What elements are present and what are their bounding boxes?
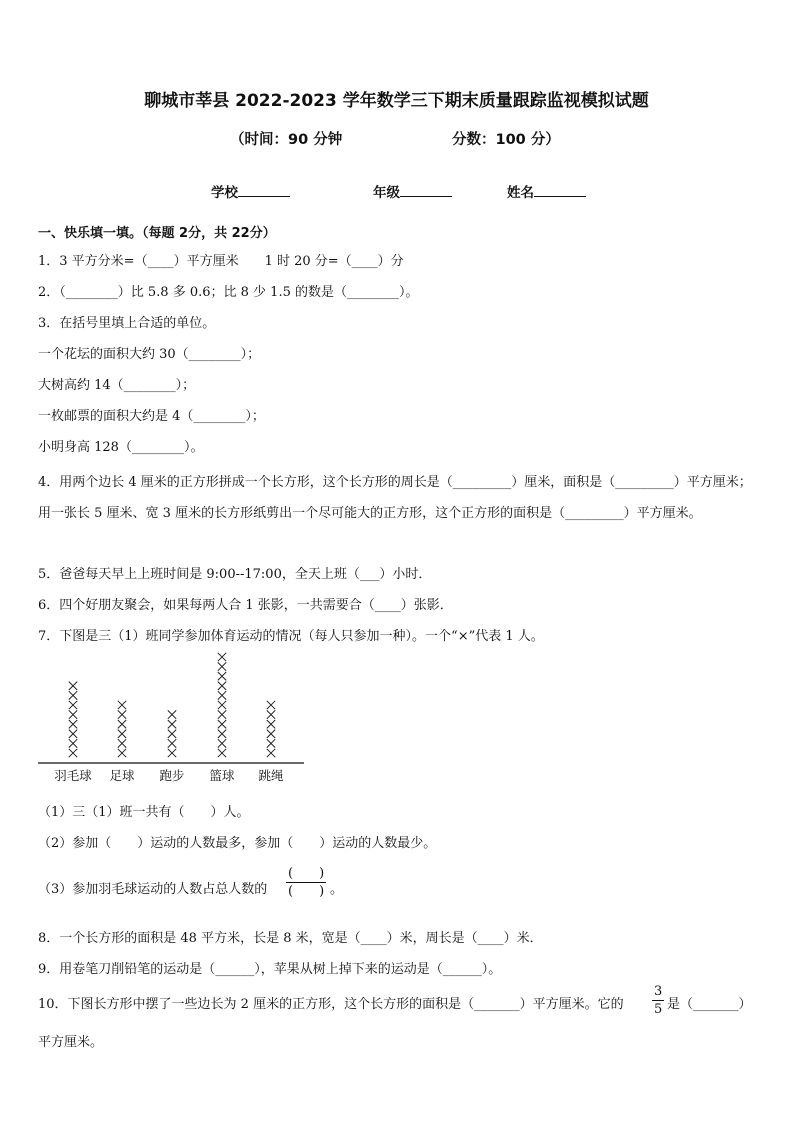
question-1: 1．3 平方分米=（____）平方厘米 1 时 20 分=（____）分 bbox=[38, 254, 404, 269]
cross-mark bbox=[267, 720, 275, 728]
question-2: 2．（________）比 5.8 多 0.6；比 8 少 1.5 的数是（________）。 bbox=[38, 285, 419, 300]
question-3c: 一枚邮票的面积大约是 4（________）； bbox=[38, 409, 265, 424]
question-3d: 小明身高 128（________）。 bbox=[38, 440, 204, 455]
cross-mark bbox=[267, 749, 275, 757]
q7-3-denominator[interactable]: ( ) bbox=[288, 884, 325, 899]
question-7-2: （2）参加（ ）运动的人数最多，参加（ ）运动的人数最少。 bbox=[38, 836, 437, 851]
question-8: 8．一个长方形的面积是 48 平方米，长是 8 米，宽是（____）米，周长是（____）米． bbox=[38, 931, 543, 946]
question-10: 10．下图长方形中摆了一些边长为 2 厘米的正方形，这个长方形的面积是（_______）平方厘米。它的 bbox=[38, 997, 624, 1012]
cross-mark bbox=[267, 730, 275, 738]
cross-mark bbox=[218, 691, 226, 699]
cross-mark bbox=[69, 739, 77, 747]
question-7-3-end: 。 bbox=[330, 882, 344, 897]
name-field[interactable] bbox=[507, 181, 586, 201]
q7-3-fraction bbox=[286, 865, 326, 900]
cross-mark bbox=[168, 720, 176, 728]
school-field[interactable] bbox=[211, 181, 290, 201]
cross-mark bbox=[168, 749, 176, 757]
cross-mark bbox=[69, 682, 77, 690]
cross-mark bbox=[69, 710, 77, 718]
cross-mark bbox=[218, 662, 226, 670]
cross-mark bbox=[218, 682, 226, 690]
category-label: 跳绳 bbox=[258, 768, 284, 783]
cross-mark bbox=[267, 739, 275, 747]
cross-mark bbox=[218, 672, 226, 680]
grade-label: 年级 bbox=[373, 185, 400, 201]
pictograph-chart bbox=[30, 650, 320, 790]
category-label: 跑步 bbox=[159, 768, 185, 783]
question-3: 3．在括号里填上合适的单位。 bbox=[38, 316, 216, 331]
cross-mark bbox=[267, 701, 275, 709]
question-7: 7．下图是三（1）班同学参加体育运动的情况（每人只参加一种）。一个“×”代表 1 人。 bbox=[38, 629, 544, 644]
cross-mark bbox=[218, 749, 226, 757]
cross-mark bbox=[118, 749, 126, 757]
cross-mark bbox=[218, 739, 226, 747]
question-3b: 大树高约 14（________）； bbox=[38, 378, 196, 393]
exam-score: 分数：100 分） bbox=[452, 132, 560, 148]
cross-mark bbox=[218, 710, 226, 718]
question-7-3: （3）参加羽毛球运动的人数占总人数的 bbox=[38, 882, 268, 897]
question-6: 6．四个好朋友聚会，如果每两人合 1 张影，一共需要合（____）张影． bbox=[38, 598, 453, 613]
school-blank[interactable] bbox=[238, 182, 290, 197]
cross-mark bbox=[168, 710, 176, 718]
cross-mark bbox=[218, 730, 226, 738]
question-10-after: 是（_______） bbox=[667, 997, 752, 1012]
q10-fraction bbox=[652, 983, 664, 1018]
chart-categories bbox=[54, 768, 284, 783]
chart-marks bbox=[69, 653, 275, 757]
cross-mark bbox=[218, 720, 226, 728]
cross-mark bbox=[118, 710, 126, 718]
cross-mark bbox=[118, 739, 126, 747]
cross-mark bbox=[218, 653, 226, 661]
question-7-1: （1）三（1）班一共有（ ）人。 bbox=[38, 805, 250, 820]
question-5: 5．爸爸每天早上上班时间是 9:00--17:00，全天上班（___）小时． bbox=[38, 567, 432, 582]
page-title: 聊城市莘县 2022-2023 学年数学三下期末质量跟踪监视模拟试题 bbox=[144, 91, 649, 111]
cross-mark bbox=[118, 701, 126, 709]
cross-mark bbox=[69, 749, 77, 757]
cross-mark bbox=[69, 730, 77, 738]
cross-mark bbox=[168, 739, 176, 747]
cross-mark bbox=[69, 720, 77, 728]
exam-time: （时间：90 分钟 bbox=[230, 132, 343, 148]
cross-mark bbox=[218, 701, 226, 709]
section-heading: 一、快乐填一填。（每题 2分，共 22分） bbox=[38, 226, 276, 241]
question-3a: 一个花坛的面积大约 30（________）； bbox=[38, 347, 261, 362]
cross-mark bbox=[267, 710, 275, 718]
q7-3-numerator[interactable]: ( ) bbox=[288, 866, 325, 881]
question-10-end: 平方厘米。 bbox=[38, 1035, 104, 1050]
grade-blank[interactable] bbox=[400, 182, 452, 197]
cross-mark bbox=[118, 730, 126, 738]
cross-mark bbox=[69, 691, 77, 699]
question-4: 4．用两个边长 4 厘米的正方形拼成一个长方形，这个长方形的周长是（_________）厘米，面积是（_________）平方厘米；用一张长 5 厘米、宽 3 厘米的长方形纸剪出一个尽可能大的正方形，这个正方形的面积是（_________）平方厘米。 bbox=[38, 475, 752, 521]
name-label: 姓名 bbox=[507, 185, 534, 201]
cross-mark bbox=[118, 720, 126, 728]
q10-denominator: 5 bbox=[654, 1002, 663, 1017]
q10-numerator: 3 bbox=[654, 984, 663, 999]
name-blank[interactable] bbox=[534, 182, 586, 197]
school-label: 学校 bbox=[211, 185, 238, 201]
grade-field[interactable] bbox=[373, 181, 452, 201]
cross-mark bbox=[168, 730, 176, 738]
category-label: 篮球 bbox=[209, 768, 235, 783]
category-label: 羽毛球 bbox=[54, 768, 92, 783]
category-label: 足球 bbox=[109, 768, 135, 783]
question-9: 9．用卷笔刀削铅笔的运动是（______），苹果从树上掉下来的运动是（______）。 bbox=[38, 962, 502, 977]
cross-mark bbox=[69, 701, 77, 709]
